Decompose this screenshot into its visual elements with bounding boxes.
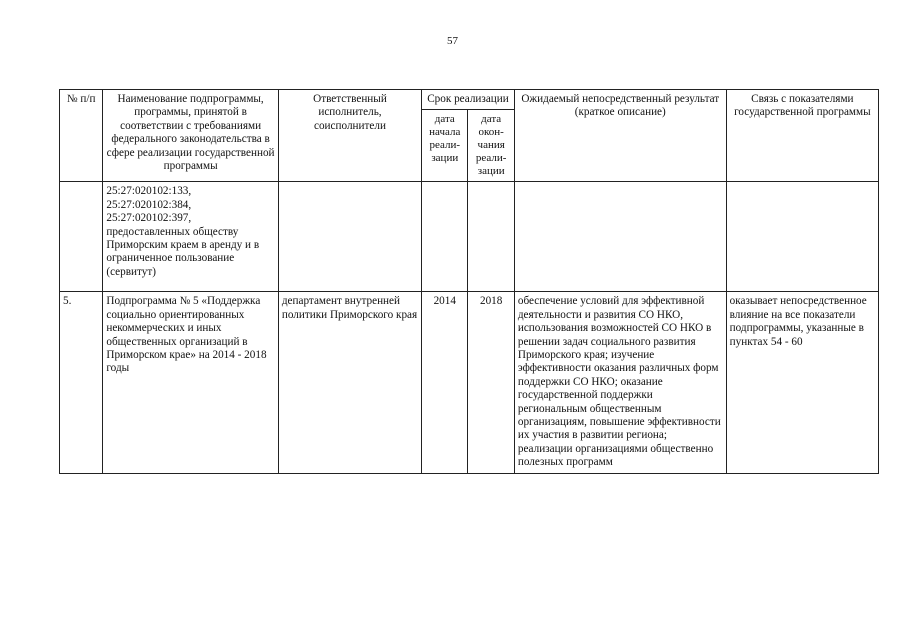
row-name: Подпрограмма № 5 «Поддержка социально ориентированных некоммерческих и иных общественных организаций в Приморском крае» на 2014 - 2018 годы [103, 292, 279, 473]
row-end: 2018 [468, 292, 514, 473]
row-start: 2014 [422, 292, 468, 473]
header-num: № п/п [60, 90, 103, 182]
row-name: 25:27:020102:133, 25:27:020102:384, 25:27:020102:397, предоставленных обществу Приморским краем в аренду и в ограниченное пользование (сервитут) [103, 182, 279, 292]
page-number: 57 [447, 35, 458, 47]
header-link: Связь с показателями государственной программы [726, 90, 878, 182]
table-header [60, 90, 879, 182]
header-term: Срок реализации [422, 90, 515, 110]
row-num: 5. [60, 292, 103, 473]
program-table [59, 89, 879, 474]
row-link: оказывает непосредственное влияние на все показатели подпрограммы, указанные в пунктах 54 - 60 [726, 292, 878, 473]
row-executor [278, 182, 421, 292]
table-row [60, 292, 879, 473]
header-term-end: дата окон-чания реали-зации [468, 110, 514, 182]
row-result [514, 182, 726, 292]
table-row [60, 182, 879, 292]
header-name: Наименование подпрограммы, программы, принятой в соответствии с требованиями федерального законодательства в сфере реализации государственной программы [103, 90, 279, 182]
row-link [726, 182, 878, 292]
row-start [422, 182, 468, 292]
row-end [468, 182, 514, 292]
row-num [60, 182, 103, 292]
header-term-start: дата начала реали-зации [422, 110, 468, 182]
header-executor: Ответственный исполнитель, соисполнители [278, 90, 421, 182]
row-executor: департамент внутренней политики Приморского края [278, 292, 421, 473]
header-result: Ожидаемый непосредственный результат (краткое описание) [514, 90, 726, 182]
row-result: обеспечение условий для эффективной деятельности и развития СО НКО, использования возможностей СО НКО в решении задач социального развития Приморского края; изучение эффективности оказания различных форм поддержки СО НКО; оказание государственной поддержки региональным общественным организациям, повышение эффективности их участия в развитии региона; реализации организациями общественно полезных программ [514, 292, 726, 473]
